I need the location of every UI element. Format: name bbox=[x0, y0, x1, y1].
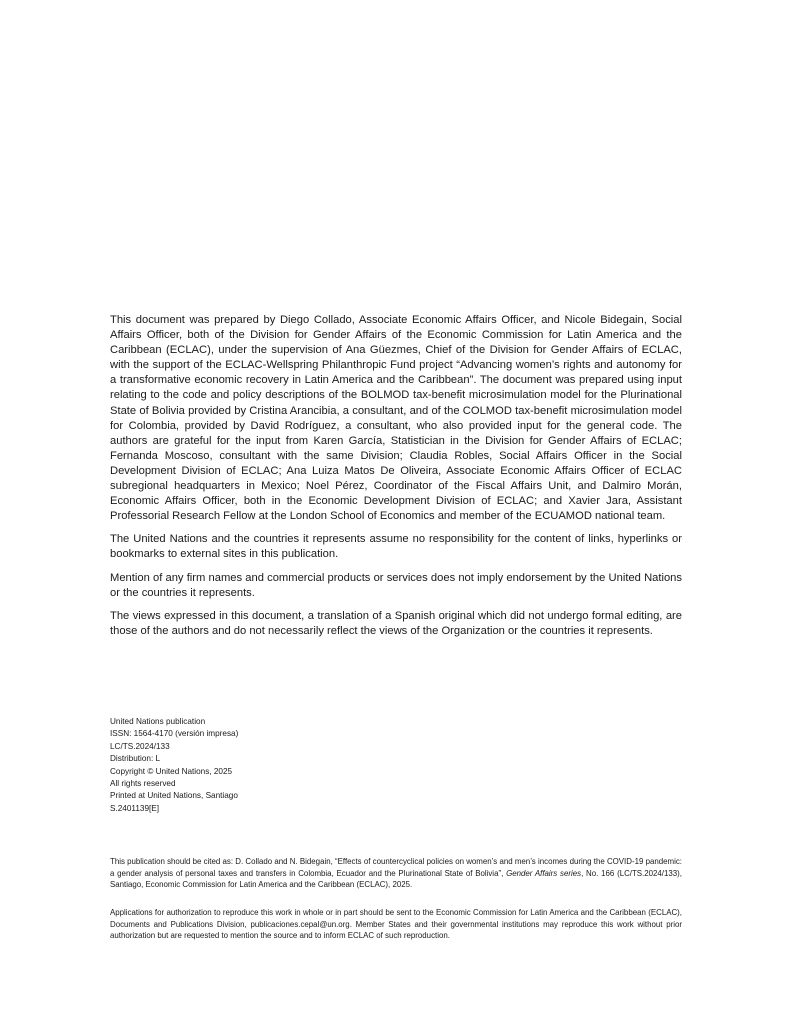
citation-note bbox=[110, 856, 682, 891]
disclaimer-views-paragraph: The views expressed in this document, a translation of a Spanish original which did not undergo formal editing, are those of the authors and do not necessarily reflect the views of the Organization or the countries it represents. bbox=[110, 609, 682, 637]
citation-series-title: Gender Affairs series bbox=[506, 868, 582, 878]
copyright: Copyright © United Nations, 2025 bbox=[110, 766, 233, 776]
publication-type: United Nations publication bbox=[110, 717, 206, 726]
main-body-text bbox=[110, 313, 682, 647]
printed-at: Printed at United Nations, Santiago bbox=[110, 791, 238, 801]
citation-text-end: , No. 166 (LC/TS.2024/133), Santiago, Economic Commission for Latin America and the Caribbean (ECLAC), 2025. bbox=[110, 868, 682, 890]
rights-reserved: All rights reserved bbox=[110, 779, 176, 789]
disclaimer-links-paragraph: The United Nations and the countries it represents assume no responsibility for the content of links, hyperlinks or bookmarks to external sites in this publication. bbox=[110, 533, 682, 561]
sales-number: S.2401139[E] bbox=[110, 803, 160, 813]
publication-info bbox=[110, 716, 410, 815]
preparation-paragraph: This document was prepared by Diego Collado, Associate Economic Affairs Officer, and Nicole Bidegain, Social Affairs Officer, both of the Division for Gender Affairs of the Economic Commission for Latin America and the Caribbean (ECLAC), under the supervision of Ana Güezmes, Chief of the Division for Gender Affairs of ECLAC, with the support of the ECLAC-Wellspring Philanthropic Fund project “Advancing women’s rights and autonomy for a transformative economic recovery in Latin America and the Caribbean”. The document was prepared using input relating to the code and policy descriptions of the BOLMOD tax-benefit microsimulation model for the Plurinational State of Bolivia provided by Cristina Arancibia, a consultant, and of the COLMOD tax-benefit microsimulation model for Colombia, provided by David Rodríguez, a consultant, who also provided input for the general code. The authors are grateful for the input from Karen García, Statistician in the Division for Gender Affairs of ECLAC; Fernanda Moscoso, consultant with the same Division; Claudia Robles, Social Affairs Officer in the Social Development Division of ECLAC; Ana Luiza Matos De Oliveira, Associate Economic Affairs Officer of ECLAC subregional headquarters in Mexico; Noel Pérez, Coordinator of the Fiscal Affairs Unit, and Dalmiro Morán, Economic Affairs Officer, both in the Economic Development Division of ECLAC; and Xavier Jara, Assistant Professorial Research Fellow at the London School of Economics and member of the ECUAMOD national team. bbox=[110, 314, 682, 523]
distribution: Distribution: L bbox=[110, 754, 161, 764]
issn: ISSN: 1564-4170 (versión impresa) bbox=[110, 729, 239, 739]
reproduction-authorization-note: Applications for authorization to reproduce this work in whole or in part should be sent to the Economic Commission for Latin America and the Caribbean (ECLAC), Documents and Publications Division, publicaciones.cepal@un.org. Member States and their governmental institutions may reproduce this work without prior authorization but are requested to mention the source and to inform ECLAC of such reproduction. bbox=[110, 908, 682, 941]
citation-text-start: This publication should be cited as: D. Collado and N. Bidegain, “Effects of countercyclical policies on women’s and men’s incomes during the COVID-19 pandemic: a gender analysis of personal taxes and transfers in Colombia, Ecuador and the Plurinational State of Bolivia”, bbox=[110, 857, 682, 878]
document-symbol: LC/TS.2024/133 bbox=[110, 741, 170, 751]
disclaimer-endorsement-paragraph: Mention of any firm names and commercial products or services does not imply endorsement by the United Nations or the countries it represents. bbox=[110, 571, 682, 599]
